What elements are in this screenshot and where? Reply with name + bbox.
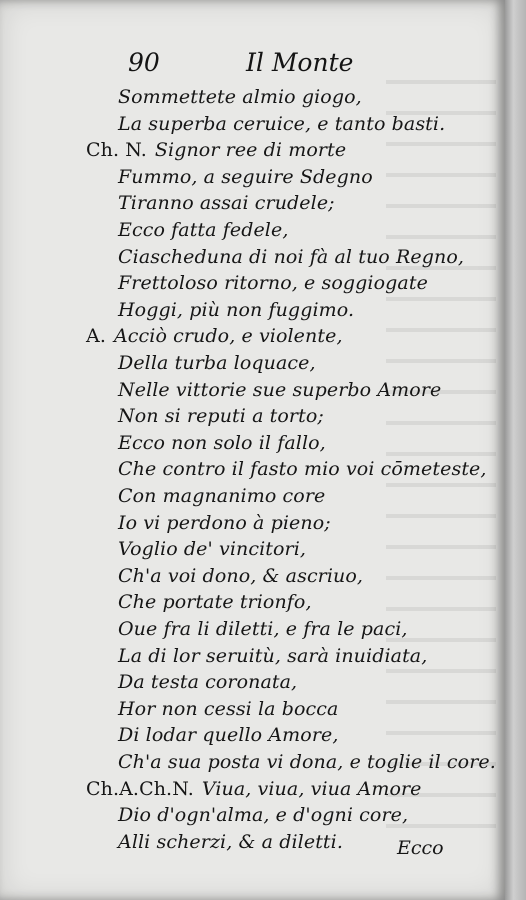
verse-line-text: Che contro il fasto mio voi cōmeteste, (118, 458, 487, 481)
verse-line-text: Fummo, a seguire Sdegno (118, 165, 373, 188)
verse-line-text: Da testa coronata, (118, 671, 298, 694)
verse-line-text: La di lor seruitù, sarà inuidiata, (118, 644, 428, 667)
verse-line (118, 432, 326, 454)
page-edge (505, 0, 526, 900)
verse-line-text: Nelle vittorie sue superbo Amore (118, 378, 442, 401)
verse-line (118, 405, 324, 427)
verse-line (118, 192, 335, 214)
verse-line-text: Oue fra li diletti, e fra le paci, (118, 618, 408, 640)
speaker-label: Ch.A.Ch.N. (86, 777, 194, 800)
verse-line (118, 86, 362, 108)
verse-line (118, 645, 427, 667)
verse-line-text: Frettoloso ritorno, e soggiogate (118, 272, 428, 295)
speaker-label: Ch. N. (86, 139, 147, 162)
verse-line (118, 698, 338, 720)
verse-line-text: Ch'a voi dono, & ascriuo, (118, 564, 364, 587)
page-number: 90 (128, 48, 160, 77)
verse-line (118, 166, 373, 188)
verse-line-text: Ecco non solo il fallo, (118, 431, 326, 454)
verse-line-text: Che portate trionfo, (118, 591, 312, 614)
verse-line (86, 139, 346, 161)
verse-line-text: Alli scherzi, & a diletti. (118, 830, 343, 853)
verse-line-text: Hor non cessi la bocca (118, 697, 339, 720)
verse-line-text: La superba ceruice, e tanto basti. (118, 112, 446, 135)
verse-line-text: Acciò crudo, e violente, (113, 325, 343, 348)
catchword: Ecco (397, 837, 444, 859)
verse-line (86, 778, 422, 800)
verse-line-text: Con magnanimo core (118, 485, 326, 507)
verse-line-text: Dio d'ogn'alma, e d'ogni core, (118, 804, 409, 827)
verse-line (118, 458, 487, 480)
verse-line (118, 538, 306, 560)
verse-line (118, 804, 408, 826)
show-through-text (386, 60, 496, 840)
verse-line-text: Ciascheduna di noi fà al tuo Regno, (118, 245, 465, 268)
verse-line (118, 512, 331, 534)
verse-line-text: Della turba loquace, (118, 352, 316, 374)
verse-line (118, 751, 496, 773)
verse-line-text: Non si reputi a torto; (118, 405, 324, 428)
verse-line (118, 299, 354, 321)
verse-line-text: Tiranno assai crudele; (118, 192, 335, 215)
verse-line (118, 831, 343, 853)
verse-line-text: Sommettete almio giogo, (118, 86, 362, 108)
verse-line (118, 591, 312, 613)
verse-line (118, 724, 339, 746)
verse-line-text: Signor ree di morte (154, 139, 347, 162)
verse-line-text: Ecco fatta fedele, (118, 219, 289, 241)
verse-line (118, 352, 316, 374)
verse-line (118, 379, 441, 401)
verse-line (118, 246, 464, 268)
verse-line (118, 113, 445, 135)
page-header (128, 48, 354, 77)
verse-line-text: Voglio de' vincitori, (118, 538, 307, 561)
verse-line (118, 565, 363, 587)
verse-line-text: Hoggi, più non fuggimo. (118, 298, 355, 321)
running-title: Il Monte (246, 48, 354, 77)
verse-line-text: Io vi perdono à pieno; (118, 511, 331, 534)
verse-line (118, 671, 297, 693)
verse-line (86, 325, 343, 347)
verse-line-text: Ch'a sua posta vi dona, e toglie il core. (118, 751, 496, 773)
verse-line (118, 485, 325, 507)
verse-line (118, 219, 288, 241)
verse-line-text: Di lodar quello Amore, (118, 724, 339, 747)
verse-line (118, 272, 428, 294)
speaker-label: A. (86, 325, 106, 348)
verse-line (118, 618, 408, 640)
verse-line-text: Viua, viua, viua Amore (201, 777, 422, 800)
